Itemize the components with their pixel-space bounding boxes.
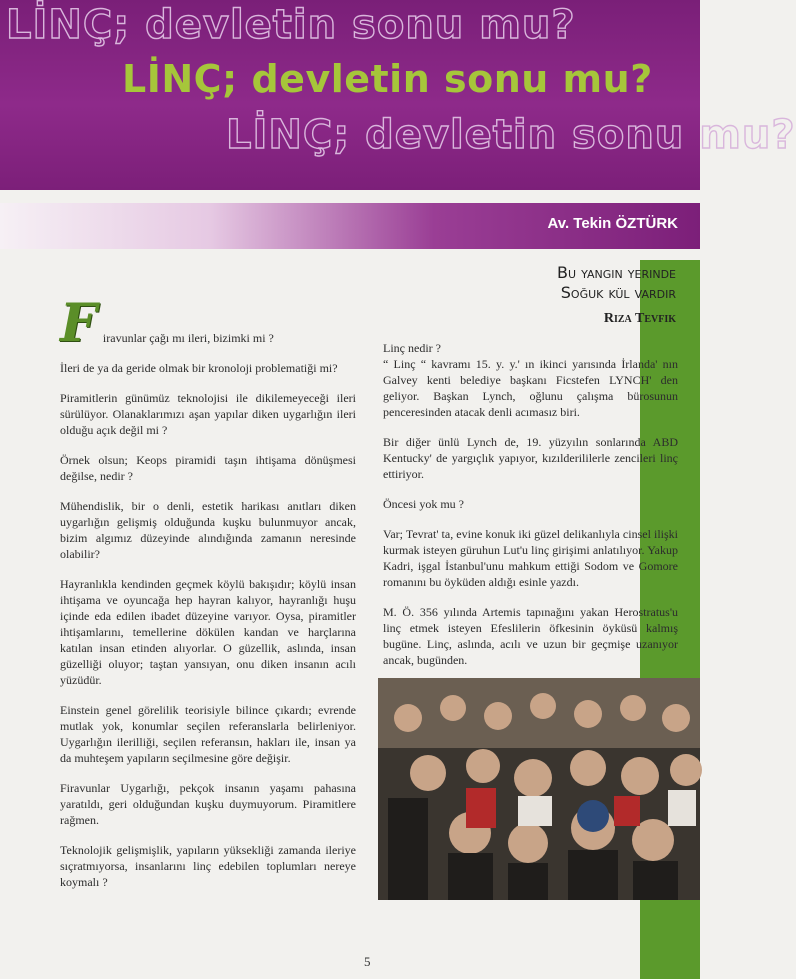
paragraph bbox=[60, 293, 356, 354]
title-ghost-top: LİNÇ; devletin sonu mu? bbox=[6, 2, 576, 48]
paragraph: Bir diğer ünlü Lynch de, 19. yüzyılın sonlarında ABD Kentucky' de yargıçlık yapıyor, kızılderililerle zencileri linç ettiriyor. bbox=[383, 435, 678, 481]
paragraph: Linç nedir ? “ Linç “ kavramı 15. y. y.' ın ikinci yarısında İrlanda' nın Galvey kenti belediye başkanı Ficstefen LYNCH' den geliyor. Başkan Lynch, oğlunu çalışma bürosunun penceresinden atacak denli acımasız biri. bbox=[383, 341, 678, 419]
header-banner bbox=[0, 0, 796, 190]
epigraph-attribution: Rıza Tevfik bbox=[603, 311, 676, 326]
paragraph: İleri de ya da geride olmak bir kronoloji problematiği mi? bbox=[60, 361, 338, 375]
paragraph: Öncesi yok mu ? bbox=[383, 497, 464, 511]
epigraph-line-2: Soğuk kül vardır bbox=[560, 283, 676, 302]
author-bar bbox=[0, 203, 700, 249]
page-title: LİNÇ; devletin sonu mu? bbox=[122, 57, 653, 101]
epigraph-line-1: Bu yangın yerinde bbox=[556, 263, 676, 282]
paragraph: Firavunlar Uygarlığı, pekçok insanın yaşamı pahasına yaratıldı, geri olduğundan kuşku duymuyorum. Piramitlere rağmen. bbox=[60, 781, 356, 827]
epigraph bbox=[557, 263, 676, 327]
paragraph: Piramitlerin günümüz teknolojisi ile dikilemeyeceği ileri sürülüyor. Olanaklarımızı aşan yapılar diken uygarlığın ileri olduğu açık değil mi ? bbox=[60, 391, 356, 437]
title-ghost-bottom: LİNÇ; devletin sonu mu? bbox=[226, 112, 796, 158]
paragraph: Mühendislik, bir o denli, estetik harikası anıtları diken uygarlığın gelişmiş olduğunda kuşku bulunmuyor ancak, bizim algımız düzeyinde alındığında zamanın neresinde olabilir? bbox=[60, 499, 356, 561]
paragraph: Hayranlıkla kendinden geçmek köylü bakışıdır; köylü insan ihtişama ve oyuncağa hep hayran kalıyor, hayranlığı huşu içinde eda edilen ibadet düzeyine varıyor. Oysa, piramitler ihtişamlarını, temellerine dökülen kandan ve harçlarına katılan insan etinden alıyorlar. O güzellik, aslında, insan güzelliği oluyor; taştan yansıyan, onu diken insanın acılı yüzüdür. bbox=[60, 577, 356, 687]
drop-cap: F bbox=[60, 293, 97, 354]
paragraph: Teknolojik gelişmişlik, yapıların yüksekliği zamanda ileriye sıçratmıyorsa, insanlarını linç edebilen toplumları nereye koymalı ? bbox=[60, 843, 356, 889]
paragraph: Var; Tevrat' ta, evine konuk iki güzel delikanlıyla cinsel ilişki kurmak isteyen güruhun Lut'u linç girişimi anlatılıyor. Yakup Kadri, işgal İstanbul'unu mahkum ettiği Sodom ve Gomore romanını bu öyküden aldığı esinle yazdı. bbox=[383, 527, 678, 589]
author-name: Av. Tekin ÖZTÜRK bbox=[547, 215, 678, 232]
right-column bbox=[383, 340, 678, 682]
paragraph: Einstein genel görelilik teorisiyle bilince çıkardı; evrende mutlak yok, konumlar seçilen referanslarla belirleniyor. Uygarlığın ilerilliği, seçilen referansın, hakları ile, insan ya da muhteşem yapıların seçilmesine göre değişir. bbox=[60, 703, 356, 765]
left-column bbox=[60, 293, 356, 904]
crowd-photo bbox=[378, 678, 700, 900]
page-number: 5 bbox=[364, 954, 371, 969]
paragraph: Örnek olsun; Keops piramidi taşın ihtişama dönüşmesi değilse, nedir ? bbox=[60, 453, 356, 483]
paragraph: M. Ö. 356 yılında Artemis tapınağını yakan Herostratus'u linç etmek isteyen Efeslilerin öfkesinin öyküsü kalmış bugüne. Linç, aslında, acılı ve uzun bir geçmişe uzanıyor ancak, bugünden. bbox=[383, 605, 678, 667]
first-line-text: iravunlar çağı mı ileri, bizimki mi ? bbox=[102, 331, 274, 345]
